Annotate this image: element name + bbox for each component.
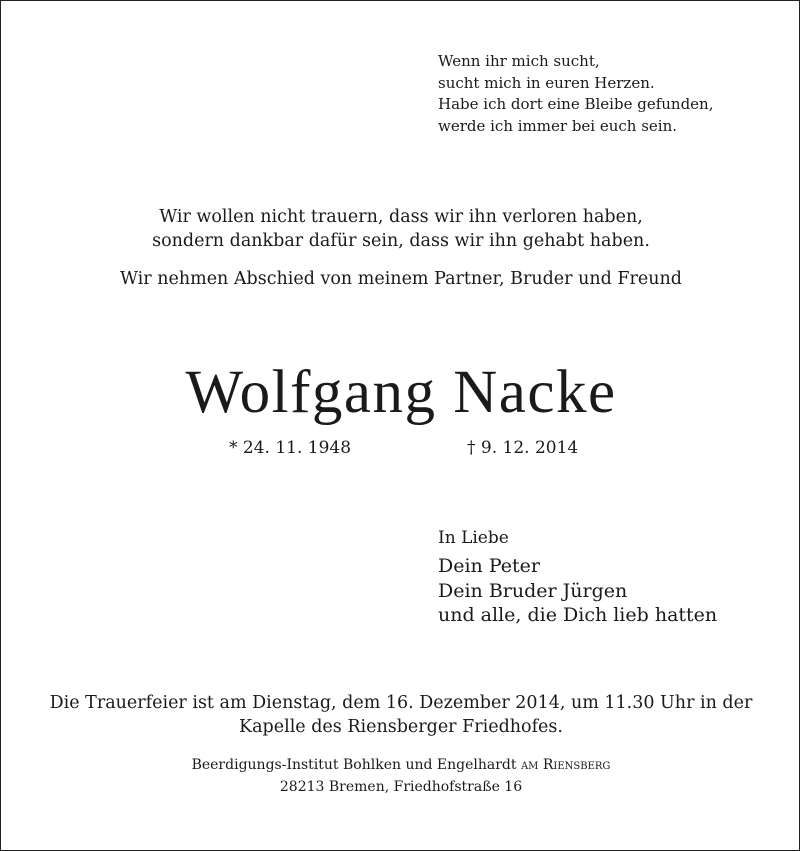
signer: Dein Peter bbox=[438, 555, 540, 577]
poem-line: Wenn ihr mich sucht, bbox=[438, 52, 600, 70]
deceased-name: Wolfgang Nacke bbox=[185, 359, 617, 426]
funeral-service-info bbox=[1, 691, 800, 739]
signer: und alle, die Dich lieb hatten bbox=[438, 604, 718, 626]
quote-line: Wir wollen nicht trauern, dass wir ihn verloren haben, bbox=[159, 207, 643, 227]
birth-date: * 24. 11. 1948 bbox=[229, 438, 352, 458]
undertaker-name: Beerdigungs-Institut Bohlken und Engelhardt bbox=[191, 757, 517, 773]
undertaker-address: 28213 Bremen, Friedhofstraße 16 bbox=[279, 779, 523, 795]
quote-line: sondern dankbar dafür sein, dass wir ihn gehabt haben. bbox=[152, 231, 650, 251]
quote bbox=[1, 205, 800, 253]
signers-intro: In Liebe bbox=[438, 528, 509, 548]
service-line: Kapelle des Riensberger Friedhofes. bbox=[239, 717, 563, 737]
undertaker-info bbox=[1, 754, 800, 798]
signer: Dein Bruder Jürgen bbox=[438, 579, 628, 602]
undertaker-location: am Riensberg bbox=[520, 757, 611, 773]
farewell-text: Wir nehmen Abschied von meinem Partner, Bruder und Freund bbox=[120, 269, 682, 289]
poem bbox=[438, 51, 713, 137]
poem-line: Habe ich dort eine Bleibe gefunden, bbox=[438, 95, 714, 113]
poem-line: sucht mich in euren Herzen. bbox=[438, 73, 655, 92]
signers-list bbox=[438, 554, 717, 628]
poem-line: werde ich immer bei euch sein. bbox=[438, 116, 678, 135]
service-line: Die Trauerfeier ist am Dienstag, dem 16. Dezember 2014, um 11.30 Uhr in der bbox=[49, 693, 753, 713]
undertaker-line bbox=[1, 754, 800, 776]
death-date: † 9. 12. 2014 bbox=[467, 438, 579, 458]
